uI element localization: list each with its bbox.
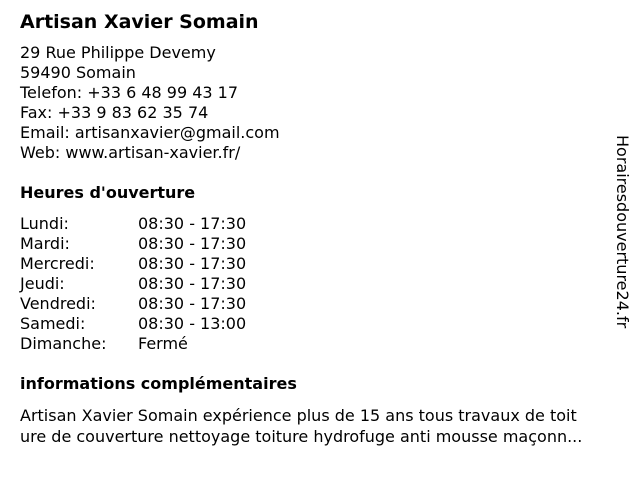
address-city: 59490 Somain — [20, 63, 136, 82]
hours-day: Lundi: — [20, 214, 69, 233]
website-link[interactable]: Web: www.artisan-xavier.fr/ — [20, 143, 241, 162]
contact-block — [20, 43, 280, 163]
hours-row-mercredi — [20, 254, 280, 274]
hours-row-samedi — [20, 314, 280, 334]
opening-hours-heading: Heures d'ouverture — [20, 183, 196, 202]
hours-time: 08:30 - 17:30 — [138, 294, 247, 313]
business-name: Artisan Xavier Somain — [20, 11, 259, 33]
hours-day: Jeudi: — [20, 274, 65, 293]
hours-time: 08:30 - 17:30 — [138, 274, 247, 293]
fax-number: Fax: +33 9 83 62 35 74 — [20, 103, 209, 122]
hours-day: Mercredi: — [20, 254, 95, 273]
description-line: Artisan Xavier Somain expérience plus de 15 ans tous travaux de toit — [20, 406, 577, 425]
hours-time: 08:30 - 13:00 — [138, 314, 247, 333]
opening-hours-table — [20, 214, 280, 354]
hours-row-mardi — [20, 234, 280, 254]
hours-day: Vendredi: — [20, 294, 96, 313]
phone-number[interactable]: Telefon: +33 6 48 99 43 17 — [20, 83, 239, 102]
hours-row-jeudi — [20, 274, 280, 294]
hours-row-vendredi — [20, 294, 280, 314]
address-street: 29 Rue Philippe Devemy — [20, 43, 216, 62]
additional-info-heading: informations complémentaires — [20, 374, 297, 393]
description-line: ure de couverture nettoyage toiture hydrofuge anti mousse maçonn... — [20, 427, 583, 446]
hours-day: Samedi: — [20, 314, 86, 333]
hours-time: 08:30 - 17:30 — [138, 254, 247, 273]
hours-day: Mardi: — [20, 234, 70, 253]
hours-row-lundi — [20, 214, 280, 234]
hours-row-dimanche — [20, 334, 280, 354]
hours-time: Fermé — [138, 334, 188, 353]
hours-day: Dimanche: — [20, 334, 107, 353]
hours-time: 08:30 - 17:30 — [138, 214, 247, 233]
site-watermark: Horairesdouverture24.fr — [613, 135, 632, 329]
email-address[interactable]: Email: artisanxavier@gmail.com — [20, 123, 280, 142]
hours-time: 08:30 - 17:30 — [138, 234, 247, 253]
business-description — [20, 405, 632, 447]
